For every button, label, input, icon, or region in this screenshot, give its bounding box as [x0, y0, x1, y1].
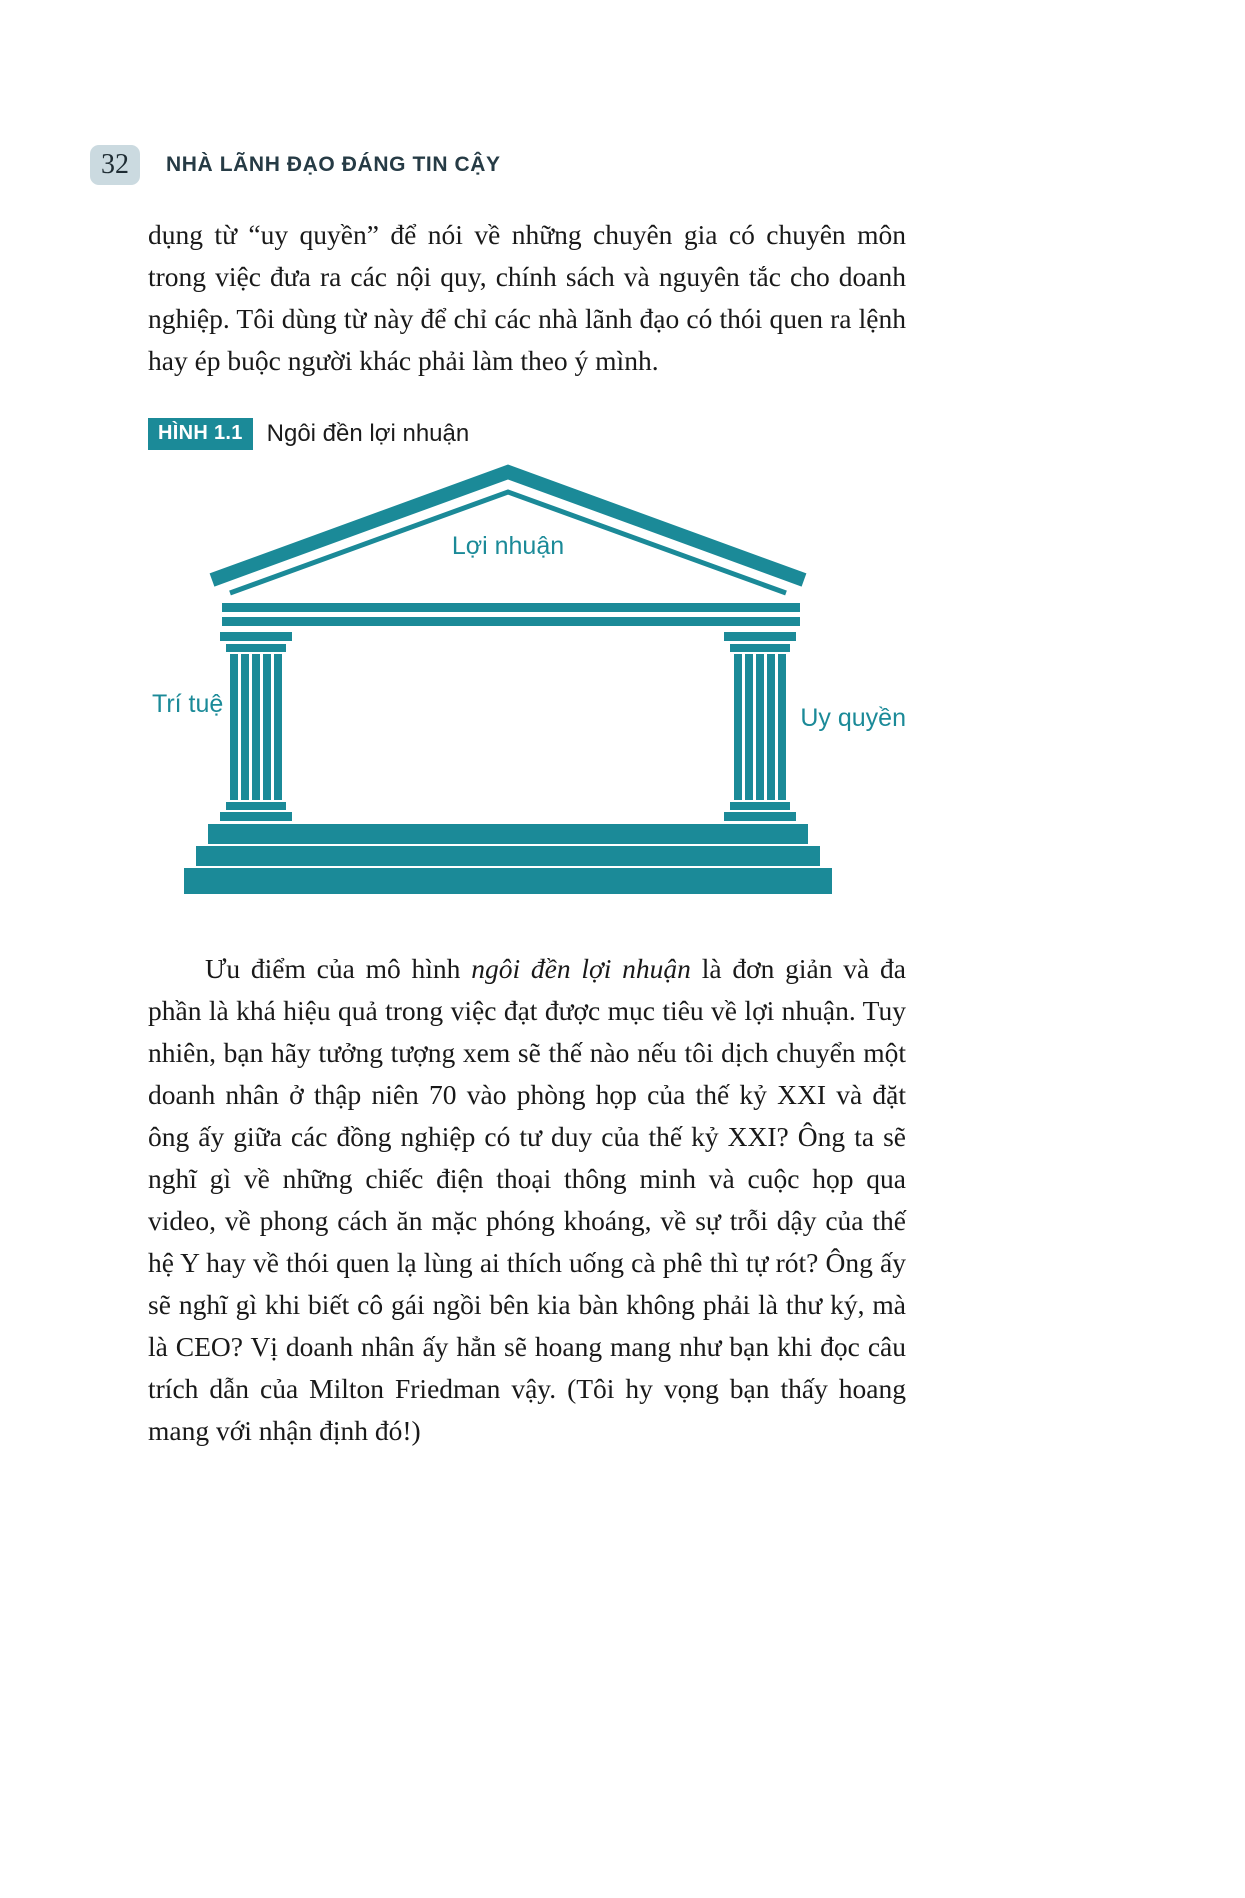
temple-diagram: [148, 462, 906, 898]
figure-number-badge: HÌNH 1.1: [148, 418, 253, 450]
paragraph-text-after: là đơn giản và đa phần là khá hiệu quả trong việc đạt được mục tiêu về lợi nhuận. Tuy nhiên, bạn hãy tưởng tượng xem sẽ thế nào nếu tôi dịch chuyển một doanh nhân ở thập niên 70 vào phòng họp của thế kỷ XXI và đặt ông ấy giữa các đồng nghiệp có tư duy của thế kỷ XXI? Ông ta sẽ nghĩ gì về những chiếc điện thoại thông minh và cuộc họp qua video, về phong cách ăn mặc phóng khoáng, về sự trỗi dậy của thế hệ Y hay về thói quen lạ lùng ai thích uống cà phê thì tự rót? Ông ấy sẽ nghĩ gì khi biết cô gái ngồi bên kia bàn không phải là thư ký, mà là CEO? Vị doanh nhân ấy hẳn sẽ hoang mang như bạn khi đọc câu trích dẫn của Milton Friedman vậy. (Tôi hy vọng bạn thấy hoang mang với nhận định đó!): [148, 953, 907, 1446]
temple-steps: [184, 824, 832, 894]
page-header: [90, 145, 501, 185]
paragraph-text-italic: ngôi đền lợi nhuận: [471, 953, 691, 984]
temple-column-right: [724, 632, 796, 821]
label-profit: Lợi nhuận: [451, 532, 565, 560]
paragraph-top: dụng từ “uy quyền” để nói về những chuyên gia có chuyên môn trong việc đưa ra các nội quy, chính sách và nguyên tắc cho doanh nghiệp. Tôi dùng từ này để chỉ các nhà lãnh đạo có thói quen ra lệnh hay ép buộc người khác phải làm theo ý mình.: [148, 219, 906, 376]
temple-entablature: [222, 603, 800, 626]
page-content: [148, 214, 906, 1452]
figure-caption: [148, 418, 906, 450]
figure-title: Ngôi đền lợi nhuận: [266, 420, 470, 447]
paragraph-bottom: [148, 948, 906, 1452]
page-number: 32: [90, 145, 140, 185]
temple-column-left: [220, 632, 292, 821]
running-head: NHÀ LÃNH ĐẠO ĐÁNG TIN CẬY: [166, 153, 501, 176]
label-authority: Uy quyền: [800, 704, 906, 732]
paragraph-text-before: Ưu điểm của mô hình: [205, 953, 472, 984]
label-intellect: Trí tuệ: [152, 690, 224, 718]
temple-svg: [148, 462, 906, 898]
